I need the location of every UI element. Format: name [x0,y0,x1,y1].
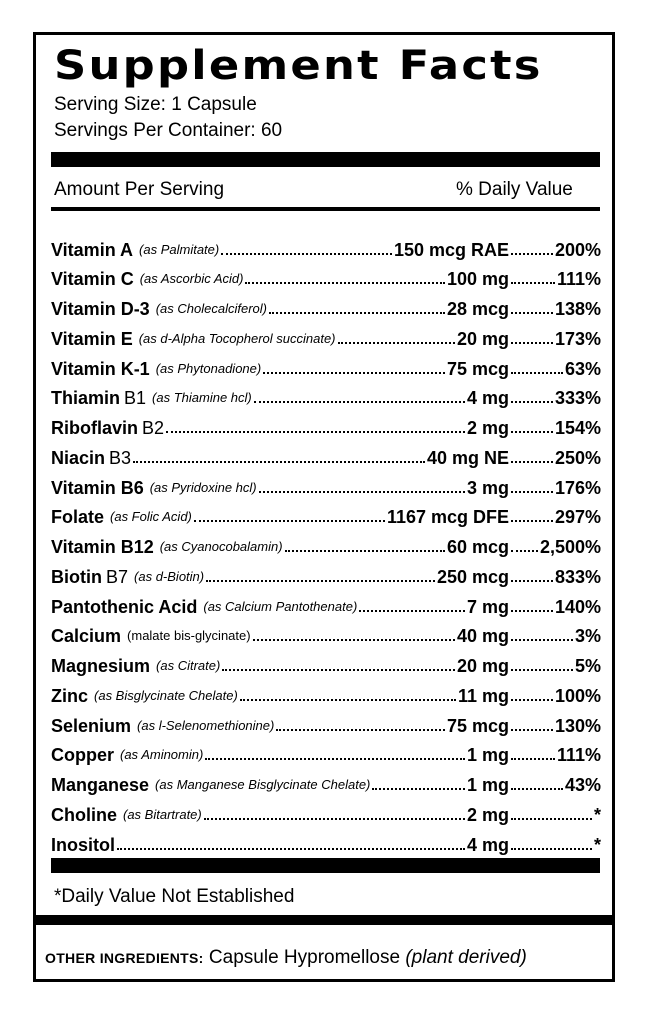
nutrient-row [51,410,601,440]
footnote: *Daily Value Not Established [54,886,295,907]
nutrient-daily-value: 154% [554,418,601,439]
dot-leader [511,431,553,433]
other-ingredients-label: OTHER INGREDIENTS: [45,950,204,966]
nutrient-name: Vitamin C [51,269,134,290]
dot-leader [511,282,555,284]
dot-leader [259,491,465,493]
nutrient-row [51,767,601,797]
dot-leader [511,758,555,760]
nutrient-amount: 100 mg [446,269,509,290]
nutrient-daily-value: 2,500% [539,537,601,558]
nutrient-row [51,469,601,499]
nutrient-source: (as Phytonadione) [155,360,262,376]
dot-leader [511,610,553,612]
nutrient-name: Folate [51,507,105,528]
dot-leader [511,312,553,314]
nutrient-amount: 1 mg [466,775,509,796]
nutrient-daily-value: * [593,834,601,855]
dot-leader [359,610,465,612]
nutrient-daily-value: 43% [564,775,601,796]
dot-leader [338,342,455,344]
other-ingredients [45,944,527,972]
nutrient-daily-value: 250% [554,447,601,468]
nutrient-amount: 4 mg [466,388,509,409]
nutrient-source: (as Bisglycinate Chelate) [94,687,238,703]
nutrient-row [51,618,601,648]
nutrient-daily-value: 3% [574,626,601,647]
nutrient-amount: 2 mg [466,804,509,825]
nutrient-amount: 250 mcg [436,566,509,587]
dot-leader [253,639,455,641]
nutrient-name: Vitamin B12 [51,537,154,558]
dot-leader [511,491,553,493]
serving-size: Serving Size: 1 Capsule [54,94,257,115]
supplement-facts-panel [33,32,615,982]
nutrient-row [51,231,601,261]
dot-leader [222,669,455,671]
nutrient-source: (as Palmitate) [139,241,220,257]
nutrient-source: (as l-Selenomethionine) [137,717,275,733]
dot-leader [117,848,465,850]
nutrient-row [51,737,601,767]
dot-leader [285,550,445,552]
nutrient-suffix: B3 [109,447,132,468]
nutrient-amount: 11 mg [457,685,509,706]
dot-leader [205,758,465,760]
nutrient-suffix: B1 [124,388,147,409]
dot-leader [511,520,553,522]
nutrient-daily-value: 130% [554,715,601,736]
dot-leader [240,699,456,701]
nutrient-row [51,588,601,618]
nutrient-name: Calcium [51,626,122,647]
nutrient-name: Zinc [51,685,89,706]
nutrient-row [51,350,601,380]
nutrient-daily-value: 5% [574,656,601,677]
nutrient-row [51,677,601,707]
nutrient-row [51,707,601,737]
nutrient-row [51,499,601,529]
nutrient-name: Magnesium [51,656,151,677]
nutrient-daily-value: 111% [556,269,601,290]
nutrient-source: (as Aminomin) [120,747,204,763]
nutrient-amount: 4 mg [466,834,509,855]
nutrient-amount: 28 mcg [446,299,509,320]
daily-value-header: % Daily Value [456,179,573,200]
nutrient-suffix: B7 [106,566,129,587]
nutrient-name: Choline [51,804,117,825]
panel-title: Supplement Facts [54,43,543,89]
nutrient-amount: 75 mcg [446,358,509,379]
nutrient-daily-value: 173% [554,328,601,349]
nutrient-source: (as d-Alpha Tocopherol succinate) [138,330,336,346]
dot-leader [206,580,435,582]
nutrient-row [51,320,601,350]
nutrient-name: Thiamin [51,388,121,409]
dot-leader [511,580,553,582]
dot-leader [263,372,445,374]
dot-leader [269,312,445,314]
dot-leader [511,639,573,641]
dot-leader [276,729,445,731]
dot-leader [511,669,573,671]
dot-leader [166,431,465,433]
nutrient-amount: 40 mg [456,626,509,647]
nutrient-amount: 20 mg [456,328,509,349]
nutrient-row [51,261,601,291]
nutrient-name: Niacin [51,447,106,468]
nutrient-source: (as Manganese Bisglycinate Chelate) [155,777,371,793]
nutrient-amount: 1167 mcg DFE [386,507,509,528]
other-ingredients-text: Capsule Hypromellose [208,947,401,968]
nutrient-row [51,291,601,321]
dot-leader [254,401,465,403]
dot-leader [511,788,563,790]
nutrient-daily-value: 200% [554,239,601,260]
footer-divider [36,915,612,925]
nutrient-name: Riboflavin [51,418,139,439]
nutrient-row [51,648,601,678]
dot-leader [511,372,563,374]
nutrient-name: Manganese [51,775,150,796]
nutrient-name: Pantothenic Acid [51,596,198,617]
nutrient-daily-value: * [593,804,601,825]
dot-leader [372,788,465,790]
nutrient-amount: 3 mg [466,477,509,498]
other-ingredients-note: (plant derived) [405,947,527,968]
dot-leader [204,818,465,820]
thin-divider [51,207,600,211]
nutrient-amount: 20 mg [456,656,509,677]
nutrient-name: Vitamin A [51,239,134,260]
dot-leader [511,729,553,731]
nutrient-name: Selenium [51,715,132,736]
nutrient-name: Biotin [51,566,102,587]
nutrient-amount: 40 mg NE [426,447,509,468]
nutrient-name: Vitamin E [51,328,133,349]
nutrient-suffix: B2 [142,418,165,439]
dot-leader [511,699,553,701]
nutrient-row [51,380,601,410]
nutrient-name: Vitamin K-1 [51,358,150,379]
dot-leader [511,401,553,403]
nutrient-source: (as Bitartrate) [123,806,202,822]
nutrient-row [51,529,601,559]
thick-divider-bottom [51,858,600,873]
nutrient-daily-value: 833% [554,566,601,587]
nutrient-source: (as Ascorbic Acid) [139,271,244,287]
nutrient-row [51,558,601,588]
nutrient-amount: 60 mcg [446,537,509,558]
nutrient-name: Inositol [51,834,115,855]
dot-leader [511,848,592,850]
nutrient-amount: 2 mg [466,418,509,439]
nutrient-source: (as Thiamine hcl) [152,390,252,406]
nutrient-daily-value: 100% [554,685,601,706]
nutrient-source: (as Calcium Pantothenate) [203,598,358,614]
nutrient-daily-value: 140% [554,596,601,617]
nutrient-row [51,826,601,856]
nutrient-daily-value: 138% [554,299,601,320]
nutrient-daily-value: 333% [554,388,601,409]
dot-leader [221,253,392,255]
amount-per-serving-header: Amount Per Serving [54,179,225,200]
nutrient-daily-value: 63% [564,358,601,379]
nutrient-amount: 1 mg [466,745,509,766]
dot-leader [511,550,538,552]
nutrient-daily-value: 111% [556,745,601,766]
nutrient-source: (malate bis-glycinate) [127,628,251,644]
dot-leader [511,342,553,344]
dot-leader [194,520,385,522]
servings-per-container: Servings Per Container: 60 [54,120,283,141]
nutrient-name: Vitamin B6 [51,477,144,498]
nutrient-source: (as Cholecalciferol) [155,301,267,317]
nutrient-daily-value: 176% [554,477,601,498]
dot-leader [245,282,444,284]
thick-divider-top [51,152,600,167]
nutrient-source: (as Citrate) [156,658,221,674]
nutrient-source: (as d-Biotin) [134,568,205,584]
dot-leader [511,253,553,255]
nutrient-row [51,439,601,469]
nutrient-amount: 75 mcg [446,715,509,736]
nutrient-name: Copper [51,745,114,766]
nutrient-source: (as Cyanocobalamin) [159,539,283,555]
dot-leader [511,818,592,820]
dot-leader [511,461,553,463]
nutrient-source: (as Pyridoxine hcl) [149,479,257,495]
dot-leader [133,461,425,463]
nutrient-amount: 7 mg [466,596,509,617]
nutrient-daily-value: 297% [554,507,601,528]
nutrient-row [51,796,601,826]
nutrient-name: Vitamin D-3 [51,299,150,320]
nutrient-amount: 150 mcg RAE [393,239,509,260]
nutrient-source: (as Folic Acid) [110,509,192,525]
